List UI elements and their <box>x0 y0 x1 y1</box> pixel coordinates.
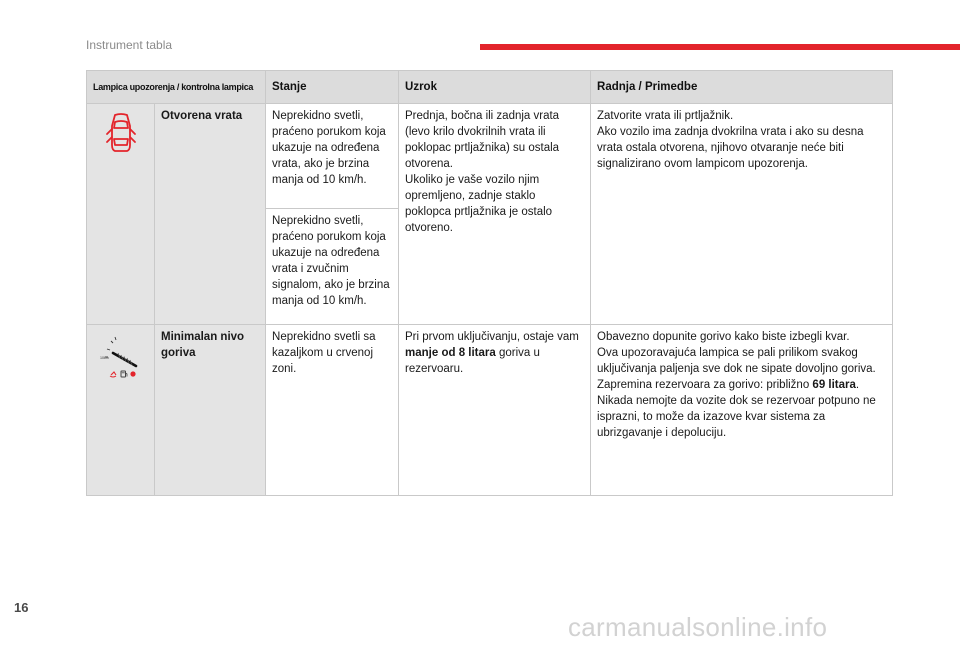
column-header-lamp: Lampica upozorenja / kontrolna lampica <box>87 71 266 104</box>
lamp-icon-cell <box>87 325 155 496</box>
cause-text: Prednja, bočna ili zadnja vrata (levo krilo dvokrilnih vrata ili poklopac prtljažnika) su ostala otvorena. Ukoliko je vaše vozilo njim opremljeno, zadnje staklo poklopca prtljažnika je ostalo otvoreno. <box>405 110 560 234</box>
gauge-label: 10km <box>99 356 109 360</box>
action-cell <box>591 104 893 325</box>
cause-highlight: manje od 8 litara <box>405 347 496 359</box>
fuel-gauge-icon <box>97 333 145 385</box>
lamp-icon-cell <box>87 104 155 325</box>
section-title: Instrument tabla <box>86 38 173 52</box>
watermark: carmanualsonline.info <box>568 612 828 642</box>
warning-lamp-table <box>86 70 893 496</box>
column-header-action: Radnja / Primedbe <box>591 71 893 104</box>
page-number: 16 <box>14 600 29 615</box>
state-cell: Neprekidno svetli, praćeno porukom koja ukazuje na određena vrata, ako je brzina manja od 10 km/h. <box>266 104 399 209</box>
car-door-open-icon <box>105 112 137 156</box>
action-text-end: . Nikada nemojte da vozite dok se rezervoar potpuno ne isprazni, to može da izazove kvar sistema za ubrizgavanje i depoluciju. <box>597 379 876 439</box>
lamp-name: Minimalan nivo goriva <box>155 325 266 496</box>
header-accent-bar <box>480 44 960 50</box>
cause-cell <box>399 104 591 325</box>
column-header-state: Stanje <box>266 71 399 104</box>
table-header-row <box>87 71 893 104</box>
state-cell: Neprekidno svetli sa kazaljkom u crvenoj zoni. <box>266 325 399 496</box>
lamp-name: Otvorena vrata <box>155 104 266 325</box>
cause-text: Pri prvom uključivanju, ostaje vam <box>405 331 579 343</box>
action-highlight: 69 litara <box>812 379 856 391</box>
table-row <box>87 325 893 496</box>
action-text: Zatvorite vrata ili prtljažnik. Ako vozilo ima zadnja dvokrilna vrata i ako su desna vrata ostala otvorena, njihovo otvaranje neće biti signalizirano ovom lampicom upozorenja. <box>597 110 864 170</box>
cause-cell <box>399 325 591 496</box>
cause-text-end: goriva u rezervoaru. <box>405 347 540 375</box>
action-text: Obavezno dopunite gorivo kako biste izbegli kvar. Ova upozoravajuća lampica se pali prilikom svakog uključivanja paljenja sve dok ne sipate dovoljno goriva. Zapremina rezervoara za gorivo: približno <box>597 331 876 391</box>
column-header-cause: Uzrok <box>399 71 591 104</box>
table-row <box>87 104 893 209</box>
action-cell <box>591 325 893 496</box>
state-cell: Neprekidno svetli, praćeno porukom koja ukazuje na određena vrata i zvučnim signalom, ako je brzina manja od 10 km/h. <box>266 209 399 325</box>
